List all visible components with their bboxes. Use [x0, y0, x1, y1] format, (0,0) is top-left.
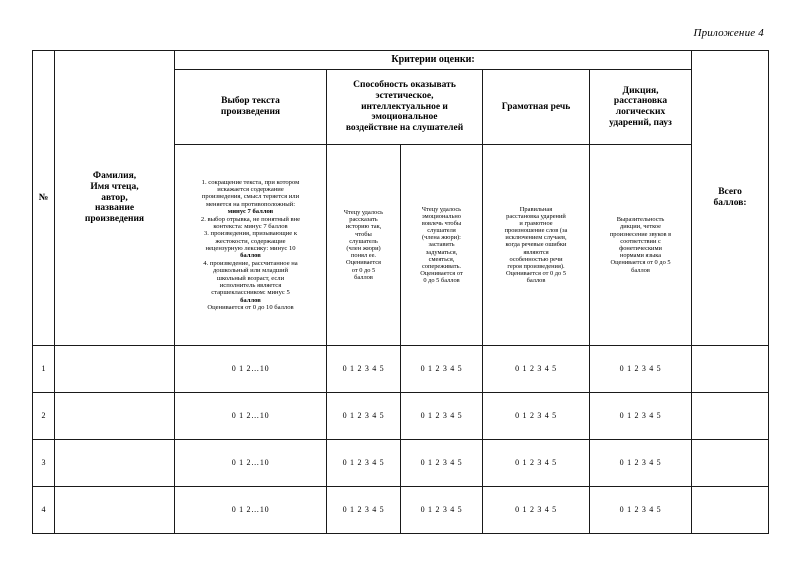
criteria-group-header: Критерии оценки: — [175, 51, 692, 70]
c0-title-1: Выбор текста — [221, 96, 280, 107]
c1a-d7: понял ее. — [350, 252, 377, 260]
row-score-impact-emotion[interactable]: 0 1 2 3 4 5 — [401, 440, 483, 487]
row-number: 3 — [33, 440, 55, 487]
row-score-text-choice[interactable]: 0 1 2…10 — [175, 487, 327, 534]
c3-title-2: расстановка — [613, 96, 668, 107]
c1a-d2: рассказать — [349, 216, 378, 224]
c0-d8: 3. произведения, призывающие к — [203, 230, 298, 238]
c0-title-2: произведения — [220, 107, 281, 117]
c0-d11: баллов — [240, 252, 261, 260]
c0-d10: нецензурную лексику: минус 10 — [205, 245, 296, 252]
row-total-field[interactable] — [692, 440, 769, 487]
c1b-d9: сопереживать. — [421, 262, 462, 270]
criterion-desc-diction — [590, 145, 692, 346]
row-score-impact-story[interactable]: 0 1 2 3 4 5 — [327, 393, 401, 440]
c1-title-4: эмоциональное — [371, 112, 438, 123]
row-score-impact-story[interactable]: 0 1 2 3 4 5 — [327, 487, 401, 534]
row-performer-field[interactable] — [55, 393, 175, 440]
row-score-impact-story[interactable]: 0 1 2 3 4 5 — [327, 346, 401, 393]
c1-title-2: эстетическое, — [375, 91, 434, 102]
c0-d2: искажается содержание — [217, 186, 284, 193]
row-score-text-choice[interactable]: 0 1 2…10 — [175, 346, 327, 393]
c0-d16: старшеклассником: минус 5 — [211, 289, 290, 297]
appendix-label: Приложение 4 — [693, 27, 764, 39]
c0-d6: 2. выбор отрывка, не понятный вне — [200, 215, 301, 223]
c0-d3: произведения, смысл теряется или — [201, 193, 300, 201]
c1b-d2: эмоционально — [422, 212, 461, 220]
header-row-criteria-group — [33, 51, 769, 70]
row-performer-field[interactable] — [55, 440, 175, 487]
c2-d10: Оценивается от 0 до 5 — [505, 270, 567, 278]
evaluation-table — [32, 50, 769, 534]
c1a-d1: Чтецу удалось — [343, 209, 384, 217]
c3-d1: Выразительность — [616, 216, 665, 224]
row-score-impact-emotion[interactable]: 0 1 2 3 4 5 — [401, 393, 483, 440]
row-total-field[interactable] — [692, 393, 769, 440]
c1b-d11: 0 до 5 баллов — [423, 277, 460, 285]
c0-d7: контекста: минус 7 баллов — [213, 222, 288, 230]
criterion-header-impact — [327, 70, 483, 145]
c2-d5: исключением случаев, — [505, 234, 567, 242]
c3-d2: дикции, четкое — [620, 223, 661, 231]
criterion-desc-impact-story — [327, 145, 401, 346]
c3-d4: соответствии с — [620, 237, 661, 245]
c3-d6: нормами языка — [619, 252, 662, 260]
c0-d9: жестокости, содержащие — [215, 237, 286, 245]
total-line-2: баллов: — [713, 198, 747, 208]
row-performer-field[interactable] — [55, 346, 175, 393]
table-row[interactable] — [33, 487, 769, 534]
c1a-d4: чтобы — [355, 230, 372, 238]
c2-d2: расстановка ударений — [506, 212, 566, 220]
row-score-text-choice[interactable]: 0 1 2…10 — [175, 440, 327, 487]
row-score-diction[interactable]: 0 1 2 3 4 5 — [590, 440, 692, 487]
c1b-d4: слушателя — [427, 227, 456, 235]
c2-d1: Правильная — [519, 205, 553, 213]
c0-d4: меняется на противоположный: — [205, 200, 296, 208]
c2-title-1: Грамотная речь — [501, 101, 571, 112]
c3-title-3: логических — [615, 107, 666, 117]
c1b-d7: задуматься, — [425, 248, 458, 256]
evaluation-table-container — [32, 50, 768, 534]
row-number: 1 — [33, 346, 55, 393]
row-score-impact-story[interactable]: 0 1 2 3 4 5 — [327, 440, 401, 487]
criterion-header-speech — [483, 70, 590, 145]
criterion-header-text-choice — [175, 70, 327, 145]
c1-title-3: интеллектуальное и — [361, 101, 448, 112]
c1b-d1: Чтецу удалось — [421, 205, 462, 213]
row-score-speech[interactable]: 0 1 2 3 4 5 — [483, 487, 590, 534]
c0-d17: баллов — [240, 296, 261, 304]
c3-title-1: Дикция, — [622, 85, 659, 96]
row-number: 4 — [33, 487, 55, 534]
c1-title-5: воздействие на слушателей — [345, 122, 464, 133]
criterion-header-diction — [590, 70, 692, 145]
c0-d13: дошкольный или младший — [212, 267, 289, 275]
c2-d8: особенностью речи — [509, 255, 563, 263]
c2-d9: героя произведения). — [507, 262, 565, 270]
performer-line-3: автор, — [101, 192, 128, 203]
c2-d6: когда речевые ошибки — [505, 241, 567, 249]
row-score-speech[interactable]: 0 1 2 3 4 5 — [483, 393, 590, 440]
row-score-speech[interactable]: 0 1 2 3 4 5 — [483, 346, 590, 393]
row-performer-field[interactable] — [55, 487, 175, 534]
c3-title-4: ударений, пауз — [609, 117, 672, 128]
c1a-d6: (член жюри) — [346, 245, 381, 252]
criterion-desc-impact-emotion — [401, 145, 483, 346]
row-score-impact-emotion[interactable]: 0 1 2 3 4 5 — [401, 487, 483, 534]
table-row[interactable] — [33, 440, 769, 487]
c1b-d8: смеяться, — [428, 255, 455, 263]
col-header-number: № — [33, 51, 55, 346]
c1a-d5: слушатель — [349, 237, 378, 245]
row-total-field[interactable] — [692, 487, 769, 534]
c0-d14: школьный возраст, если — [216, 274, 285, 282]
row-score-diction[interactable]: 0 1 2 3 4 5 — [590, 346, 692, 393]
row-score-impact-emotion[interactable]: 0 1 2 3 4 5 — [401, 346, 483, 393]
c2-d7: являются — [523, 248, 549, 256]
col-header-total — [692, 51, 769, 346]
c0-d12: 4. произведение, рассчитанное на — [203, 259, 298, 267]
c1a-d3: историю так, — [345, 223, 382, 231]
c1a-d10: баллов — [354, 273, 373, 281]
row-score-diction[interactable]: 0 1 2 3 4 5 — [590, 393, 692, 440]
row-score-diction[interactable]: 0 1 2 3 4 5 — [590, 487, 692, 534]
c0-d15: исполнитель является — [219, 281, 282, 289]
performer-line-2: Имя чтеца, — [90, 182, 139, 193]
c3-d8: баллов — [631, 266, 650, 274]
c2-d11: баллов — [526, 277, 546, 285]
c2-d3: и грамотное — [519, 219, 553, 227]
c1-title-1: Способность оказывать — [353, 80, 456, 91]
table-row[interactable] — [33, 346, 769, 393]
row-score-text-choice[interactable]: 0 1 2…10 — [175, 393, 327, 440]
performer-line-1: Фамилия, — [92, 171, 137, 182]
performer-line-5: произведения — [84, 213, 145, 224]
c1b-d3: вовлечь чтобы — [421, 219, 462, 227]
c1a-d9: от 0 до 5 — [351, 266, 376, 274]
c0-d1: 1. сокращение текста, при котором — [201, 178, 300, 186]
c1a-d8: Оценивается — [346, 259, 381, 267]
criterion-desc-speech — [483, 145, 590, 346]
col-header-performer — [55, 51, 175, 346]
c1b-d10: Оценивается от — [420, 270, 463, 278]
c1b-d6: заставить — [428, 241, 455, 249]
c2-d4: произношение слов (за — [504, 227, 568, 235]
row-total-field[interactable] — [692, 346, 769, 393]
row-score-speech[interactable]: 0 1 2 3 4 5 — [483, 440, 590, 487]
table-row[interactable] — [33, 393, 769, 440]
criterion-desc-text-choice — [175, 145, 327, 346]
c3-d5: фонетическими — [619, 245, 662, 252]
c3-d7: Оценивается от 0 до 5 — [610, 259, 671, 267]
c3-d3: произнесение звуков в — [609, 230, 672, 238]
performer-line-4: название — [94, 203, 135, 214]
row-number: 2 — [33, 393, 55, 440]
c0-d5: минус 7 баллов — [227, 208, 274, 216]
c0-d18: Оценивается от 0 до 10 баллов — [207, 304, 294, 311]
total-line-1: Всего — [718, 187, 742, 198]
c1b-d5: (члена жюри): — [422, 234, 461, 242]
